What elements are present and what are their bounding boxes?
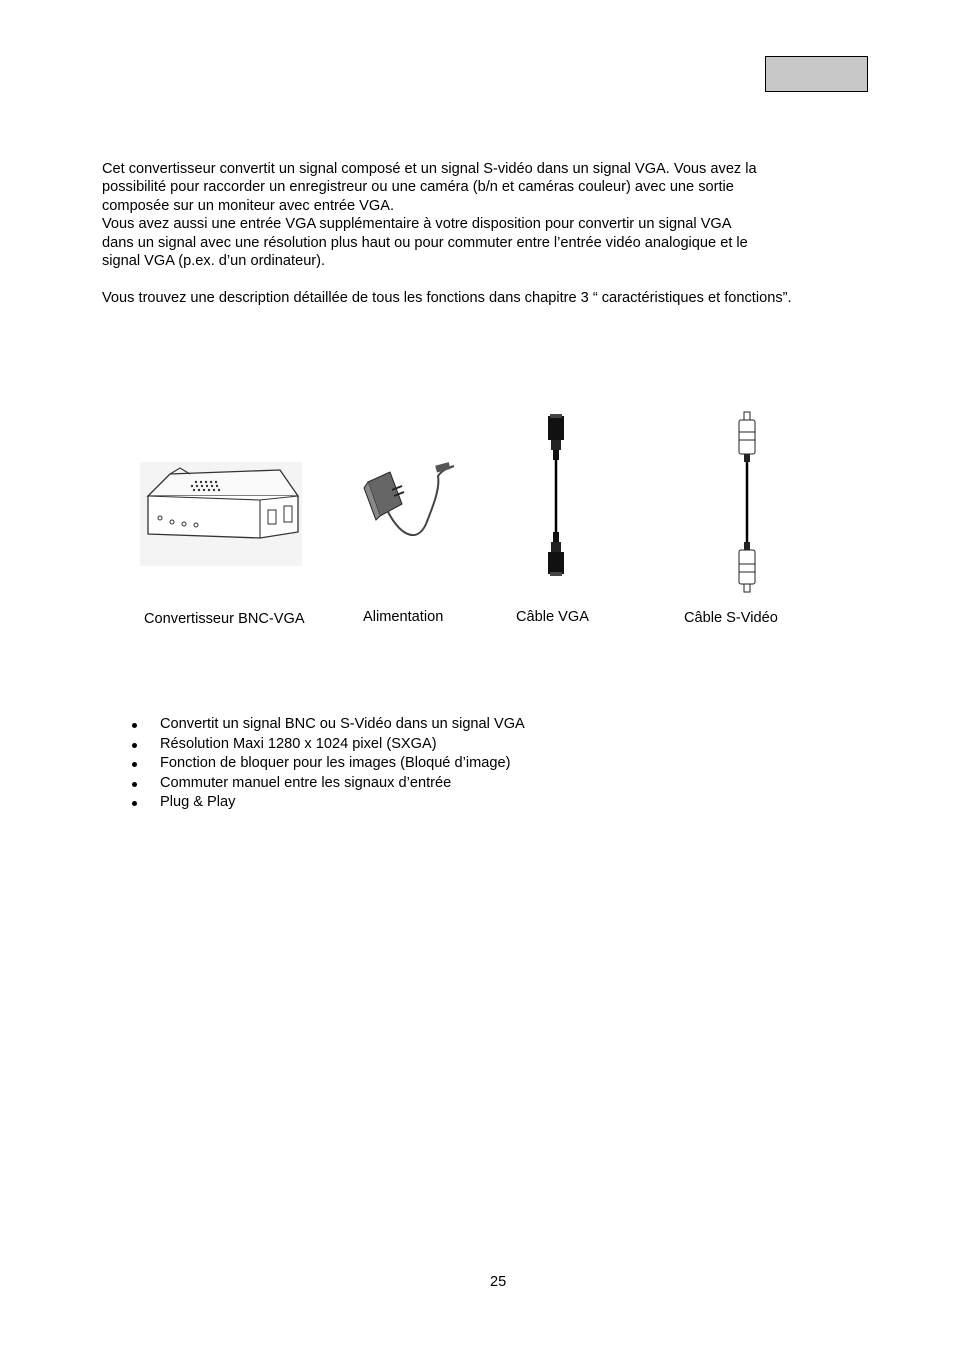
caption-vga-cable: Câble VGA (516, 609, 590, 625)
list-item: Convertit un signal BNC ou S-Vidéo dans un signal VGA (102, 715, 525, 735)
page-number: 25 (490, 1274, 507, 1290)
feature-list (102, 715, 525, 813)
list-item: Plug & Play (102, 793, 525, 813)
intro-line: possibilité pour raccorder un enregistreur ou une caméra (b/n et caméras couleur) avec une sortie (102, 179, 734, 196)
language-tab-box (765, 56, 868, 92)
vga-cable-icon (544, 412, 568, 582)
svideo-cable-icon (736, 410, 758, 600)
intro-line: Vous trouvez une description détaillée de tous les fonctions dans chapitre 3 “ caractéristiques et fonctions”. (102, 289, 792, 306)
intro-line: dans un signal avec une résolution plus haut ou pour commuter entre l’entrée vidéo analogique et le (102, 234, 748, 251)
caption-svideo-cable: Câble S-Vidéo (684, 610, 778, 626)
intro-line: Cet convertisseur convertit un signal composé et un signal S-vidéo dans un signal VGA. Vous avez la (102, 161, 757, 177)
converter-box-icon (140, 462, 302, 570)
intro-text (102, 160, 862, 307)
bullet-icon (132, 723, 137, 728)
bullet-icon (132, 743, 137, 748)
intro-line: signal VGA (p.ex. d’un ordinateur). (102, 253, 326, 270)
intro-line: Vous avez aussi une entrée VGA supplémentaire à votre disposition pour convertir un signal VGA (102, 216, 732, 233)
list-item: Résolution Maxi 1280 x 1024 pixel (SXGA) (102, 735, 525, 755)
list-item: Fonction de bloquer pour les images (Bloqué d’image) (102, 754, 525, 774)
caption-power-adapter: Alimentation (363, 609, 444, 625)
bullet-icon (132, 762, 137, 767)
caption-converter: Convertisseur BNC-VGA (144, 611, 305, 627)
list-item: Commuter manuel entre les signaux d’entrée (102, 774, 525, 794)
intro-line: composée sur un moniteur avec entrée VGA. (102, 197, 395, 214)
bullet-icon (132, 801, 137, 806)
bullet-icon (132, 782, 137, 787)
power-adapter-icon (362, 460, 462, 546)
